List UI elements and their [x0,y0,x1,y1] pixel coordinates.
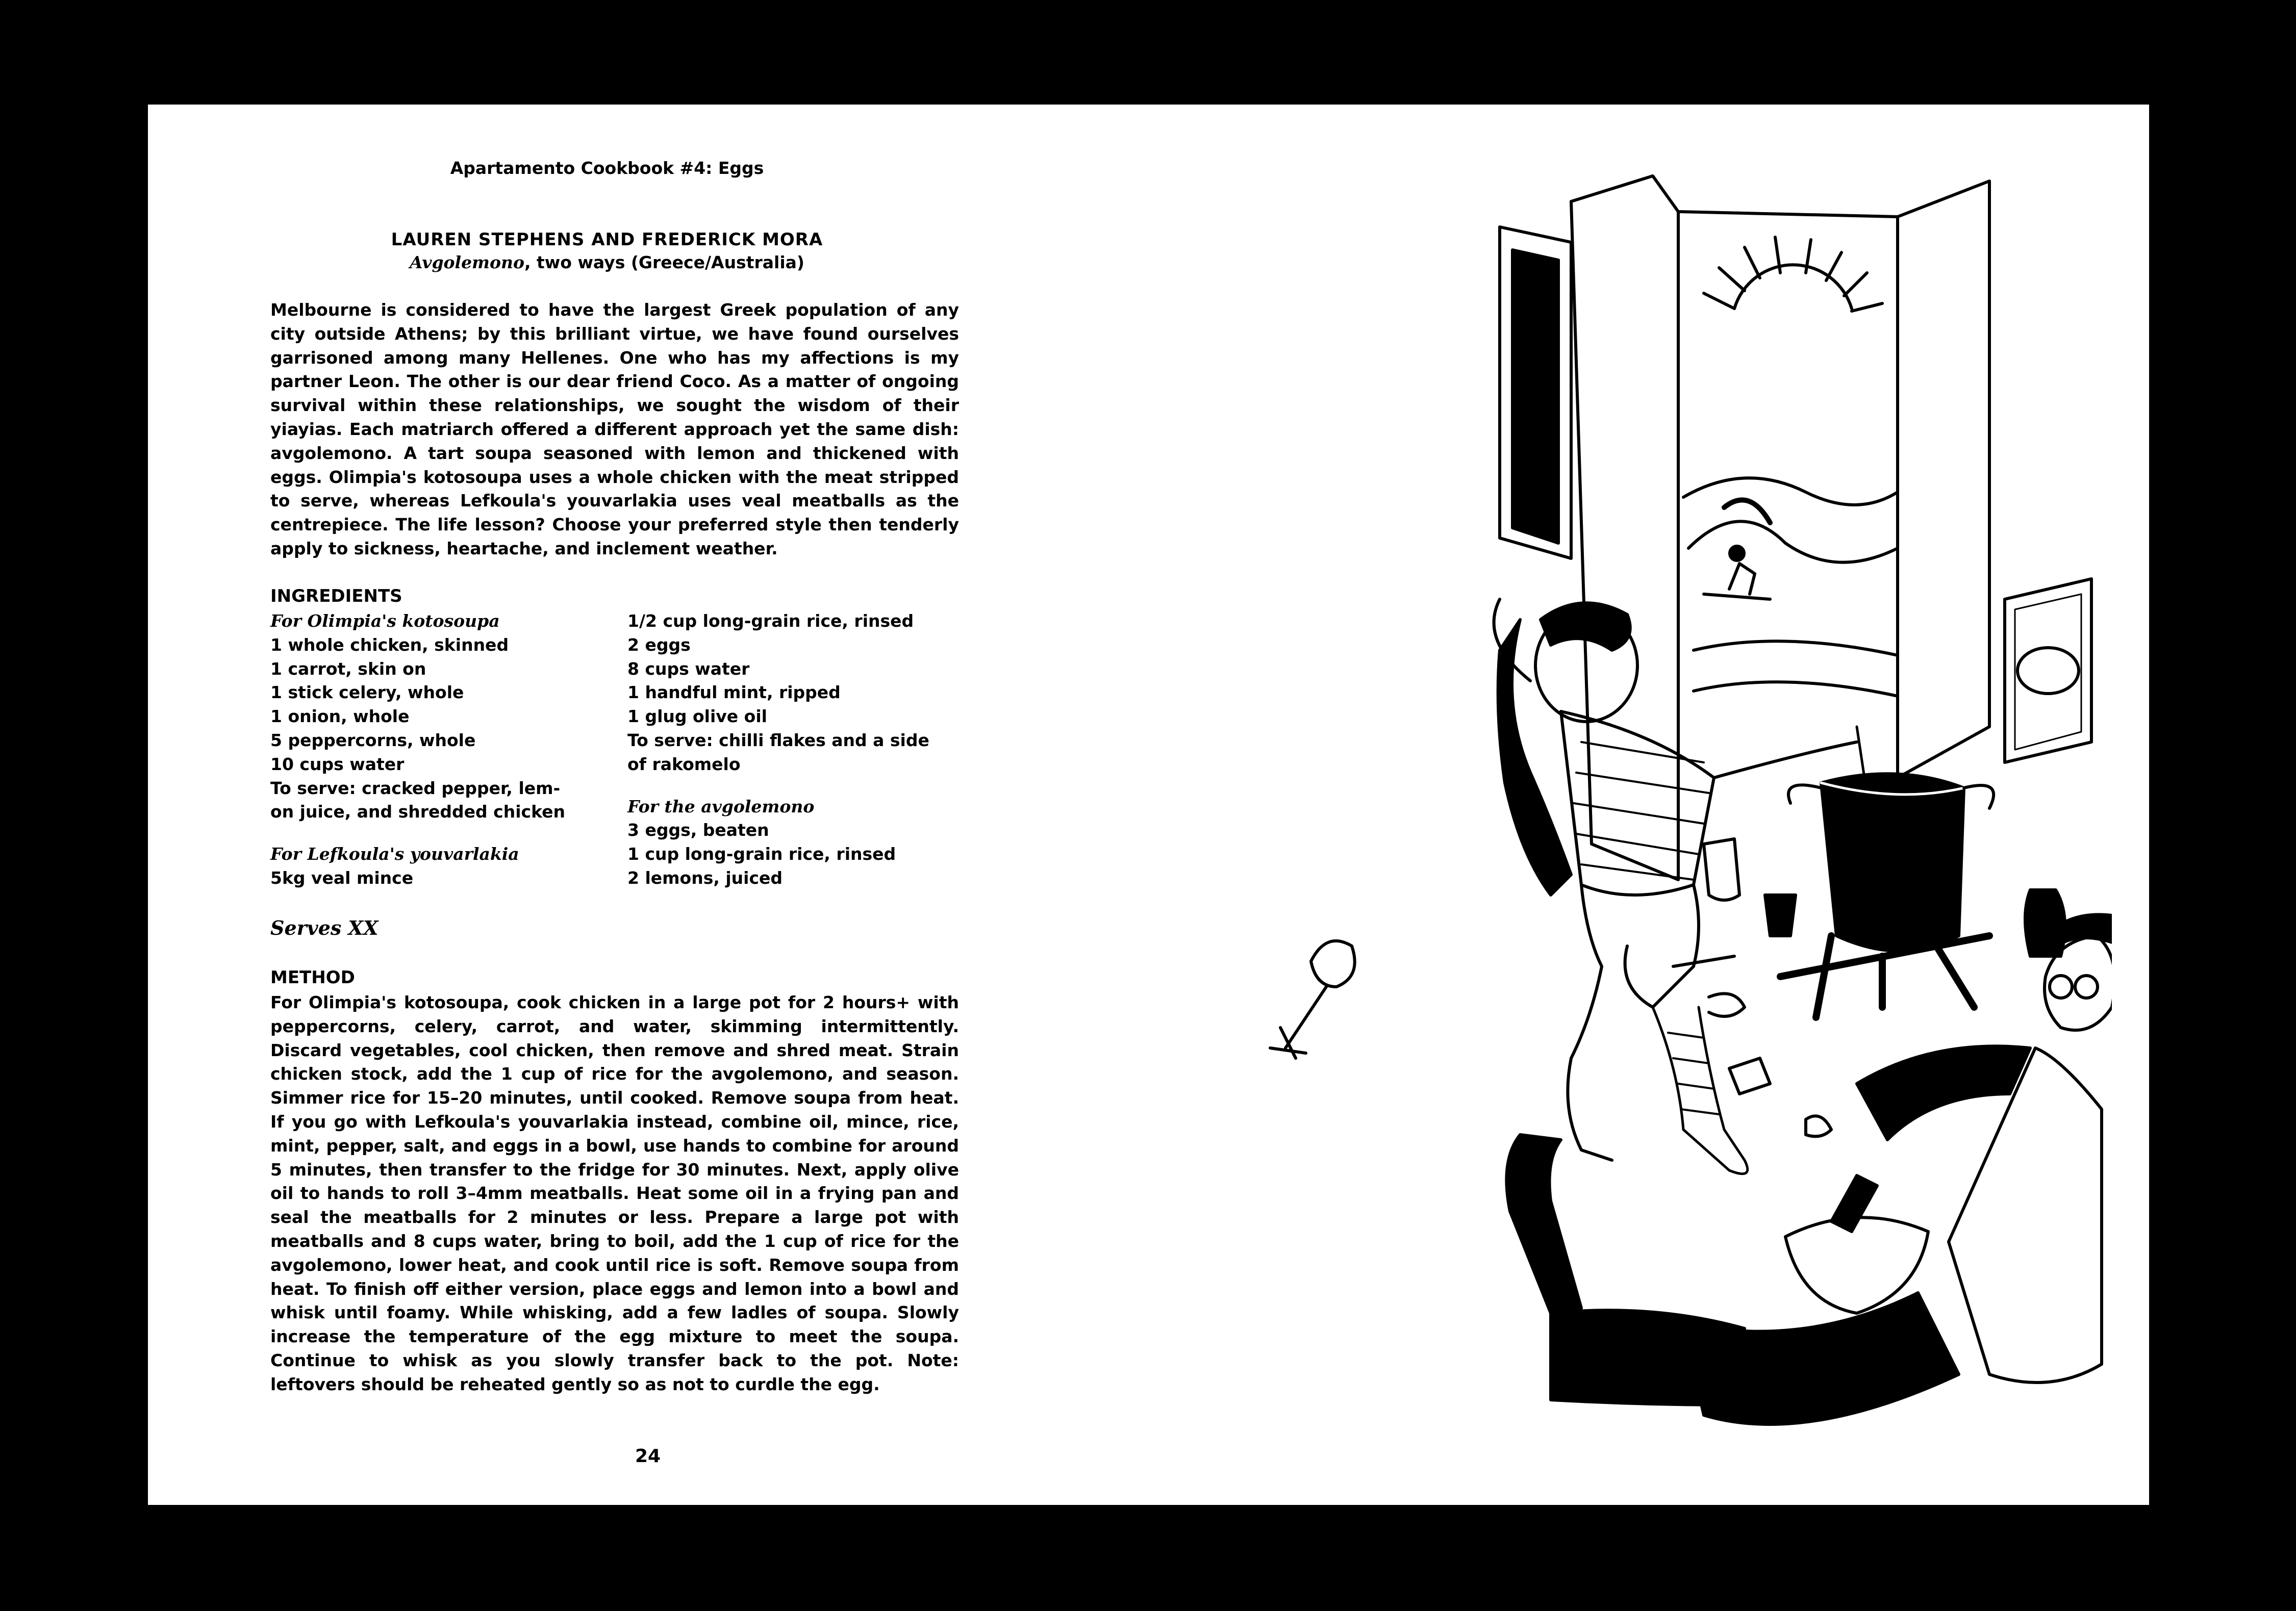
ingredient-item: 1 whole chicken, skinned [270,634,509,655]
ingredient-list [627,609,974,777]
ingredient-item: 1 glug olive oil [627,706,767,727]
ingredient-subheading: For Olimpia's kotosoupa [270,611,500,631]
ingredient-item: 5kg veal mince [270,867,414,888]
method-heading: METHOD [270,967,355,988]
left-page [148,105,1148,1505]
ingredient-item: 2 lemons, juiced [627,867,783,888]
window-shutters [1571,176,1989,880]
ingredient-subheading: For the avgolemono [627,796,815,816]
ingredient-item: 1 handful mint, ripped [627,682,841,703]
reclining-woman [1494,599,1857,1174]
lemon-picture [2005,579,2091,762]
ingredient-list [627,819,974,890]
ingredient-item: 1 cup long-grain rice, rinsed [627,844,896,864]
sun-drawing [1704,237,1882,311]
wall-picture-frame [1500,227,1571,558]
running-header: Apartamento Cookbook #4: Eggs [450,158,764,178]
ingredient-item: on juice, and shredded chicken [270,802,565,822]
ingredient-item: To serve: chilli flakes and a side [627,730,929,750]
ingredient-item: 10 cups water [270,754,405,774]
recipe-author: LAUREN STEPHENS AND FREDERICK MORA [391,229,823,250]
spacer [270,824,597,842]
ingredient-item: 5 peppercorns, whole [270,730,476,750]
sea-waves [1683,478,1898,696]
ingredient-item: 8 cups water [627,658,750,679]
serves-line: Serves XX [270,916,379,939]
ingredient-item: 2 eggs [627,634,691,655]
ingredient-list [270,633,597,824]
subtitle-rest: , two ways (Greece/Australia) [524,252,804,272]
kitchen-illustration [1194,140,2112,1466]
ingredients-column-1 [270,609,597,890]
surfer-figure [1704,546,1770,599]
book-spread [148,105,2149,1505]
method-paragraph: For Olimpia's kotosoupa, cook chicken in a large pot for 2 hours+ with peppercorns, celery, carrot, and water, skimming intermittently. Discard vegetables, cool chicken, then remove and shred meat. Strain chicken stock, add the 1 cup of rice for the avgolemono, and season. Simmer rice for 15–20 minutes, until cooked. Remove soupa from heat. If you go with Lefkoula's youvarlakia instead, combine oil, mince, rice, mint, pepper, salt, and eggs in a bowl, use hands to combine for around 5 minutes, then transfer to the fridge for 30 minutes. Next, apply olive oil to hands to roll 3–4mm meatballs. Heat some oil in a frying pan and seal the meatballs for 2 minutes or less. Prepare a large pot with meatballs and 8 cups water, bring to boil, add the 1 cup of rice for the avgolemono, lower heat, and cook until rice is soft. Remove soupa from heat. To finish off either version, place eggs and lemon into a bowl and whisk until foamy. While whisking, add a few ladles of soupa. Slowly increase the temperature of the egg mixture to meet the soupa. Continue to whisk as you slowly transfer back to the pot. Note: leftovers should be reheated gently so as not to curdle the egg. [270,992,959,1394]
dish-name: Avgolemono [410,252,524,272]
ingredient-item: 1 stick celery, whole [270,682,464,703]
ingredient-item: 1 carrot, skin on [270,658,426,679]
page-number: 24 [635,1446,661,1467]
ingredients-heading: INGREDIENTS [270,586,402,606]
cooking-pot [1780,727,1994,1017]
intro-paragraph: Melbourne is considered to have the largest Greek population of any city outside Athens; by this brilliant virtue, we have found ourselves garrisoned among many Hellenes. One who has my affections is my partner Leon. The other is our dear friend Coco. As a matter of ongoing survival within these relationships, we sought the wisdom of their yiayias. Each matriarch offered a different approach yet the same dish: avgolemono. A tart soupa seasoned with lemon and thickened with eggs. Olimpia's kotosoupa uses a whole chicken with the meat stripped to serve, whereas Lefkoula's youvarlakia uses veal meatballs as the centrepiece. The life lesson? Choose your preferred style then tenderly apply to sickness, heartache, and inclement weather. [270,300,959,558]
ingredient-subheading: For Lefkoula's youvarlakia [270,844,519,864]
spacer [627,777,974,795]
ingredients-column-2 [627,609,974,890]
ingredient-item: 1 onion, whole [270,706,410,727]
ingredient-item: of rakomelo [627,754,741,774]
ingredient-item: 1/2 cup long-grain rice, rinsed [627,611,914,631]
ingredient-item: To serve: cracked pepper, lem- [270,778,561,798]
ingredient-item: 3 eggs, beaten [627,820,769,840]
ingredient-list [270,866,597,890]
recipe-subtitle [316,252,898,272]
